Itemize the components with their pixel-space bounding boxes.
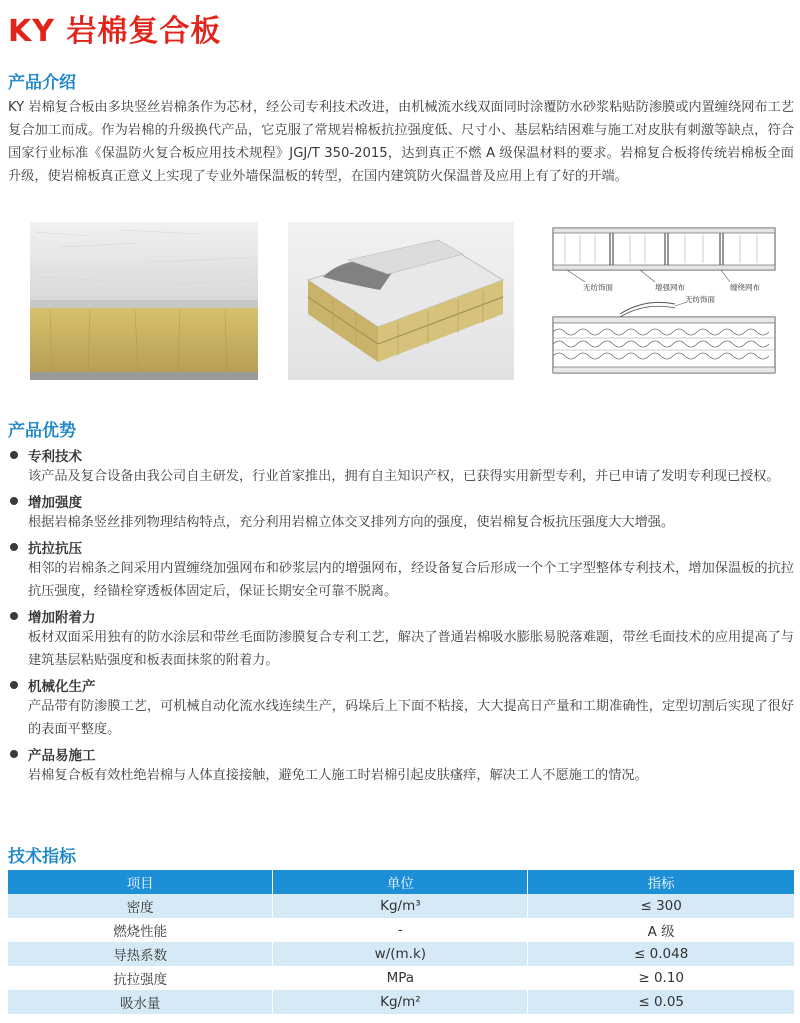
column-header-value: 指标 bbox=[528, 870, 794, 894]
bullet-icon bbox=[10, 543, 18, 551]
specs-table bbox=[8, 870, 794, 1014]
advantage-title: 专利技术 bbox=[28, 449, 82, 465]
page-title: KY 岩棉复合板 bbox=[8, 14, 222, 49]
spec-value: ≤ 0.048 bbox=[528, 942, 794, 966]
bullet-icon bbox=[10, 497, 18, 505]
advantage-title: 增加强度 bbox=[28, 495, 82, 511]
advantage-item bbox=[8, 606, 794, 672]
spec-item: 导热系数 bbox=[8, 942, 273, 966]
spec-unit: Kg/m² bbox=[273, 990, 528, 1014]
advantage-text: 板材双面采用独有的防水涂层和带丝毛面防渗膜复合专利工艺，解决了普通岩棉吸水膨胀易脱落难题，带丝毛面技术的应用提高了与建筑基层粘贴强度和板表面抹浆的附着力。 bbox=[28, 630, 794, 668]
table-row bbox=[8, 990, 794, 1014]
advantages-heading: 产品优势 bbox=[8, 421, 76, 441]
product-closeup-photo bbox=[30, 222, 258, 380]
advantage-text: 岩棉复合板有效杜绝岩棉与人体直接接触，避免工人施工时岩棉引起皮肤瘙痒，解决工人不愿施工的情况。 bbox=[28, 768, 648, 783]
product-board-photo bbox=[288, 222, 514, 380]
spec-item: 密度 bbox=[8, 894, 273, 918]
advantage-item bbox=[8, 675, 794, 741]
advantage-text: 相邻的岩棉条之间采用内置缠绕加强网布和砂浆层内的增强网布，经设备复合后形成一个个工字型整体专利技术，增加保温板的抗拉抗压强度，经锚栓穿透板体固定后，保证长期安全可靠不脱离。 bbox=[28, 561, 794, 599]
bullet-icon bbox=[10, 750, 18, 758]
spec-unit: - bbox=[273, 918, 528, 942]
advantage-item bbox=[8, 537, 794, 603]
advantage-title: 机械化生产 bbox=[28, 679, 96, 695]
advantage-item bbox=[8, 491, 794, 534]
advantage-title: 产品易施工 bbox=[28, 748, 96, 764]
intro-paragraph: KY 岩棉复合板由多块竖丝岩棉条作为芯材，经公司专利技术改进，由机械流水线双面同时涂覆防水砂浆粘贴防渗膜或内置缠绕网布工艺复合加工而成。作为岩棉的升级换代产品，它克服了常规岩棉板抗拉强度低、尺寸小、基层粘结困难与施工对皮肤有刺激等缺点，符合国家行业标准《保温防火复合板应用技术规程》JGJ/T 350-2015，达到真正不燃 A 级保温材料的要求。岩棉复合板将传统岩棉板全面升级，使岩棉板真正意义上实现了专业外墙保温板的转型，在国内建筑防火保温普及应用上有了好的开端。 bbox=[8, 100, 794, 184]
diagram-label-wound-mesh: 缠绕网布 bbox=[730, 283, 760, 292]
spec-item: 燃烧性能 bbox=[8, 918, 273, 942]
specs-heading: 技术指标 bbox=[8, 847, 76, 867]
intro-heading: 产品介绍 bbox=[8, 73, 76, 93]
advantage-item bbox=[8, 744, 794, 787]
table-row bbox=[8, 942, 794, 966]
bullet-icon bbox=[10, 612, 18, 620]
diagram-label-nonwoven-top: 无纺饰面 bbox=[583, 283, 613, 292]
cross-section-image bbox=[545, 222, 781, 380]
advantage-text: 根据岩棉条竖丝排列物理结构特点，充分利用岩棉立体交叉排列方向的强度，使岩棉复合板抗压强度大大增强。 bbox=[28, 515, 675, 530]
bullet-icon bbox=[10, 681, 18, 689]
spec-unit: Kg/m³ bbox=[273, 894, 528, 918]
product-board-image bbox=[288, 222, 514, 380]
column-header-item: 项目 bbox=[8, 870, 273, 894]
table-row bbox=[8, 894, 794, 918]
advantage-title: 增加附着力 bbox=[28, 610, 96, 626]
spec-value: ≤ 0.05 bbox=[528, 990, 794, 1014]
product-closeup-image bbox=[30, 222, 258, 380]
advantage-item bbox=[8, 445, 794, 488]
diagram-label-reinforced-mesh: 增强网布 bbox=[655, 283, 685, 292]
spec-item: 抗拉强度 bbox=[8, 966, 273, 990]
advantage-text: 该产品及复合设备由我公司自主研发，行业首家推出，拥有自主知识产权，已获得实用新型专利，并已申请了发明专利现已授权。 bbox=[28, 469, 780, 484]
table-row bbox=[8, 966, 794, 990]
spec-item: 吸水量 bbox=[8, 990, 273, 1014]
specs-header-row bbox=[8, 870, 794, 894]
advantage-text: 产品带有防渗膜工艺，可机械自动化流水线连续生产，码垛后上下面不粘接，大大提高日产量和工期准确性，定型切割后实现了很好的表面平整度。 bbox=[28, 699, 794, 737]
table-row bbox=[8, 918, 794, 942]
diagram-label-nonwoven-bottom: 无纺饰面 bbox=[685, 295, 715, 304]
column-header-unit: 单位 bbox=[273, 870, 528, 894]
advantage-title: 抗拉抗压 bbox=[28, 541, 82, 557]
spec-value: ≥ 0.10 bbox=[528, 966, 794, 990]
spec-value: A 级 bbox=[528, 918, 794, 942]
spec-unit: w/(m.k) bbox=[273, 942, 528, 966]
bullet-icon bbox=[10, 451, 18, 459]
advantages-list bbox=[8, 445, 794, 790]
cross-section-diagram bbox=[545, 222, 781, 380]
spec-value: ≤ 300 bbox=[528, 894, 794, 918]
spec-unit: MPa bbox=[273, 966, 528, 990]
